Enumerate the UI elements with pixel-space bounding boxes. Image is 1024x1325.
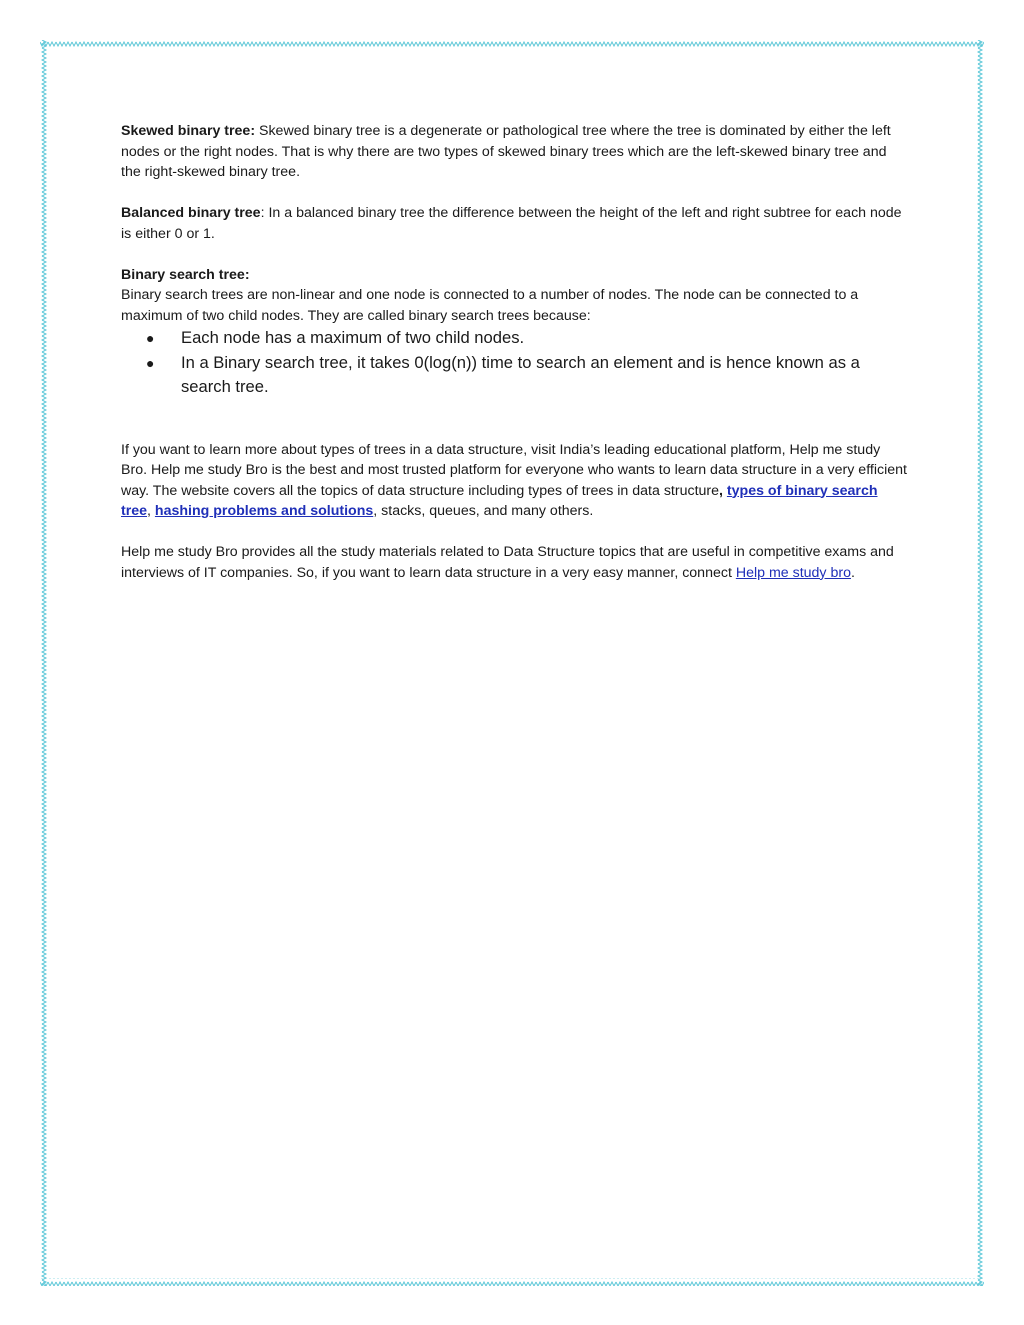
bst-heading-line xyxy=(121,265,907,286)
promo-text-end: , stacks, queues, and many others. xyxy=(373,503,594,519)
list-item xyxy=(121,351,907,400)
promo-comma: , xyxy=(147,503,155,519)
balanced-heading: Balanced binary tree xyxy=(121,205,261,221)
promo-text: If you want to learn more about types of trees in a data structure, visit India’s leading educational platform, Help me study Bro. Help me study Bro is the best and most trusted platform for everyone who wants to learn data structure in a very efficient way. The website covers all the topics of data structure including types of trees in data structure xyxy=(121,441,907,499)
skewed-paragraph xyxy=(121,121,907,183)
bst-bullet-list xyxy=(121,326,907,400)
bullet-icon: ● xyxy=(146,354,155,371)
bst-heading: Binary search tree: xyxy=(121,266,250,283)
help-me-study-bro-link[interactable]: Help me study bro xyxy=(735,564,851,581)
list-item xyxy=(121,326,907,351)
closing-end: . xyxy=(850,564,855,581)
balanced-paragraph xyxy=(121,203,907,244)
closing-text: Help me study Bro provides all the study materials related to Data Structure topics that are useful in competitive exams and interviews of IT companies. So, if you want to learn data structure in a very easy manner, connect xyxy=(121,544,894,581)
promo-comma: , xyxy=(719,482,727,499)
balanced-text: : In a balanced binary tree the difference between the height of the left and right subtree for each node is either 0 or 1. xyxy=(121,205,902,242)
list-item-text: Each node has a maximum of two child nodes. xyxy=(181,328,525,347)
skewed-text: Skewed binary tree is a degenerate or pathological tree where the tree is dominated by either the left nodes or the right nodes. That is why there are two types of skewed binary trees which are the left-skewed binary tree and the right-skewed binary tree. xyxy=(121,123,891,180)
document-body xyxy=(121,121,907,583)
skewed-heading: Skewed binary tree: xyxy=(121,123,256,139)
promo-paragraph xyxy=(121,440,907,522)
bullet-icon: ● xyxy=(146,330,155,346)
hashing-link[interactable]: hashing problems and solutions xyxy=(154,503,374,519)
bst-text: Binary search trees are non-linear and one node is connected to a number of nodes. The node can be connected to a maximum of two child nodes. They are called binary search trees because: xyxy=(121,287,859,324)
list-item-text: In a Binary search tree, it takes 0(log(n)) time to search an element and is hence known as a search tree. xyxy=(181,352,860,396)
binary-search-tree-link[interactable]: types of binary search tree xyxy=(121,482,878,519)
closing-paragraph xyxy=(121,542,907,583)
